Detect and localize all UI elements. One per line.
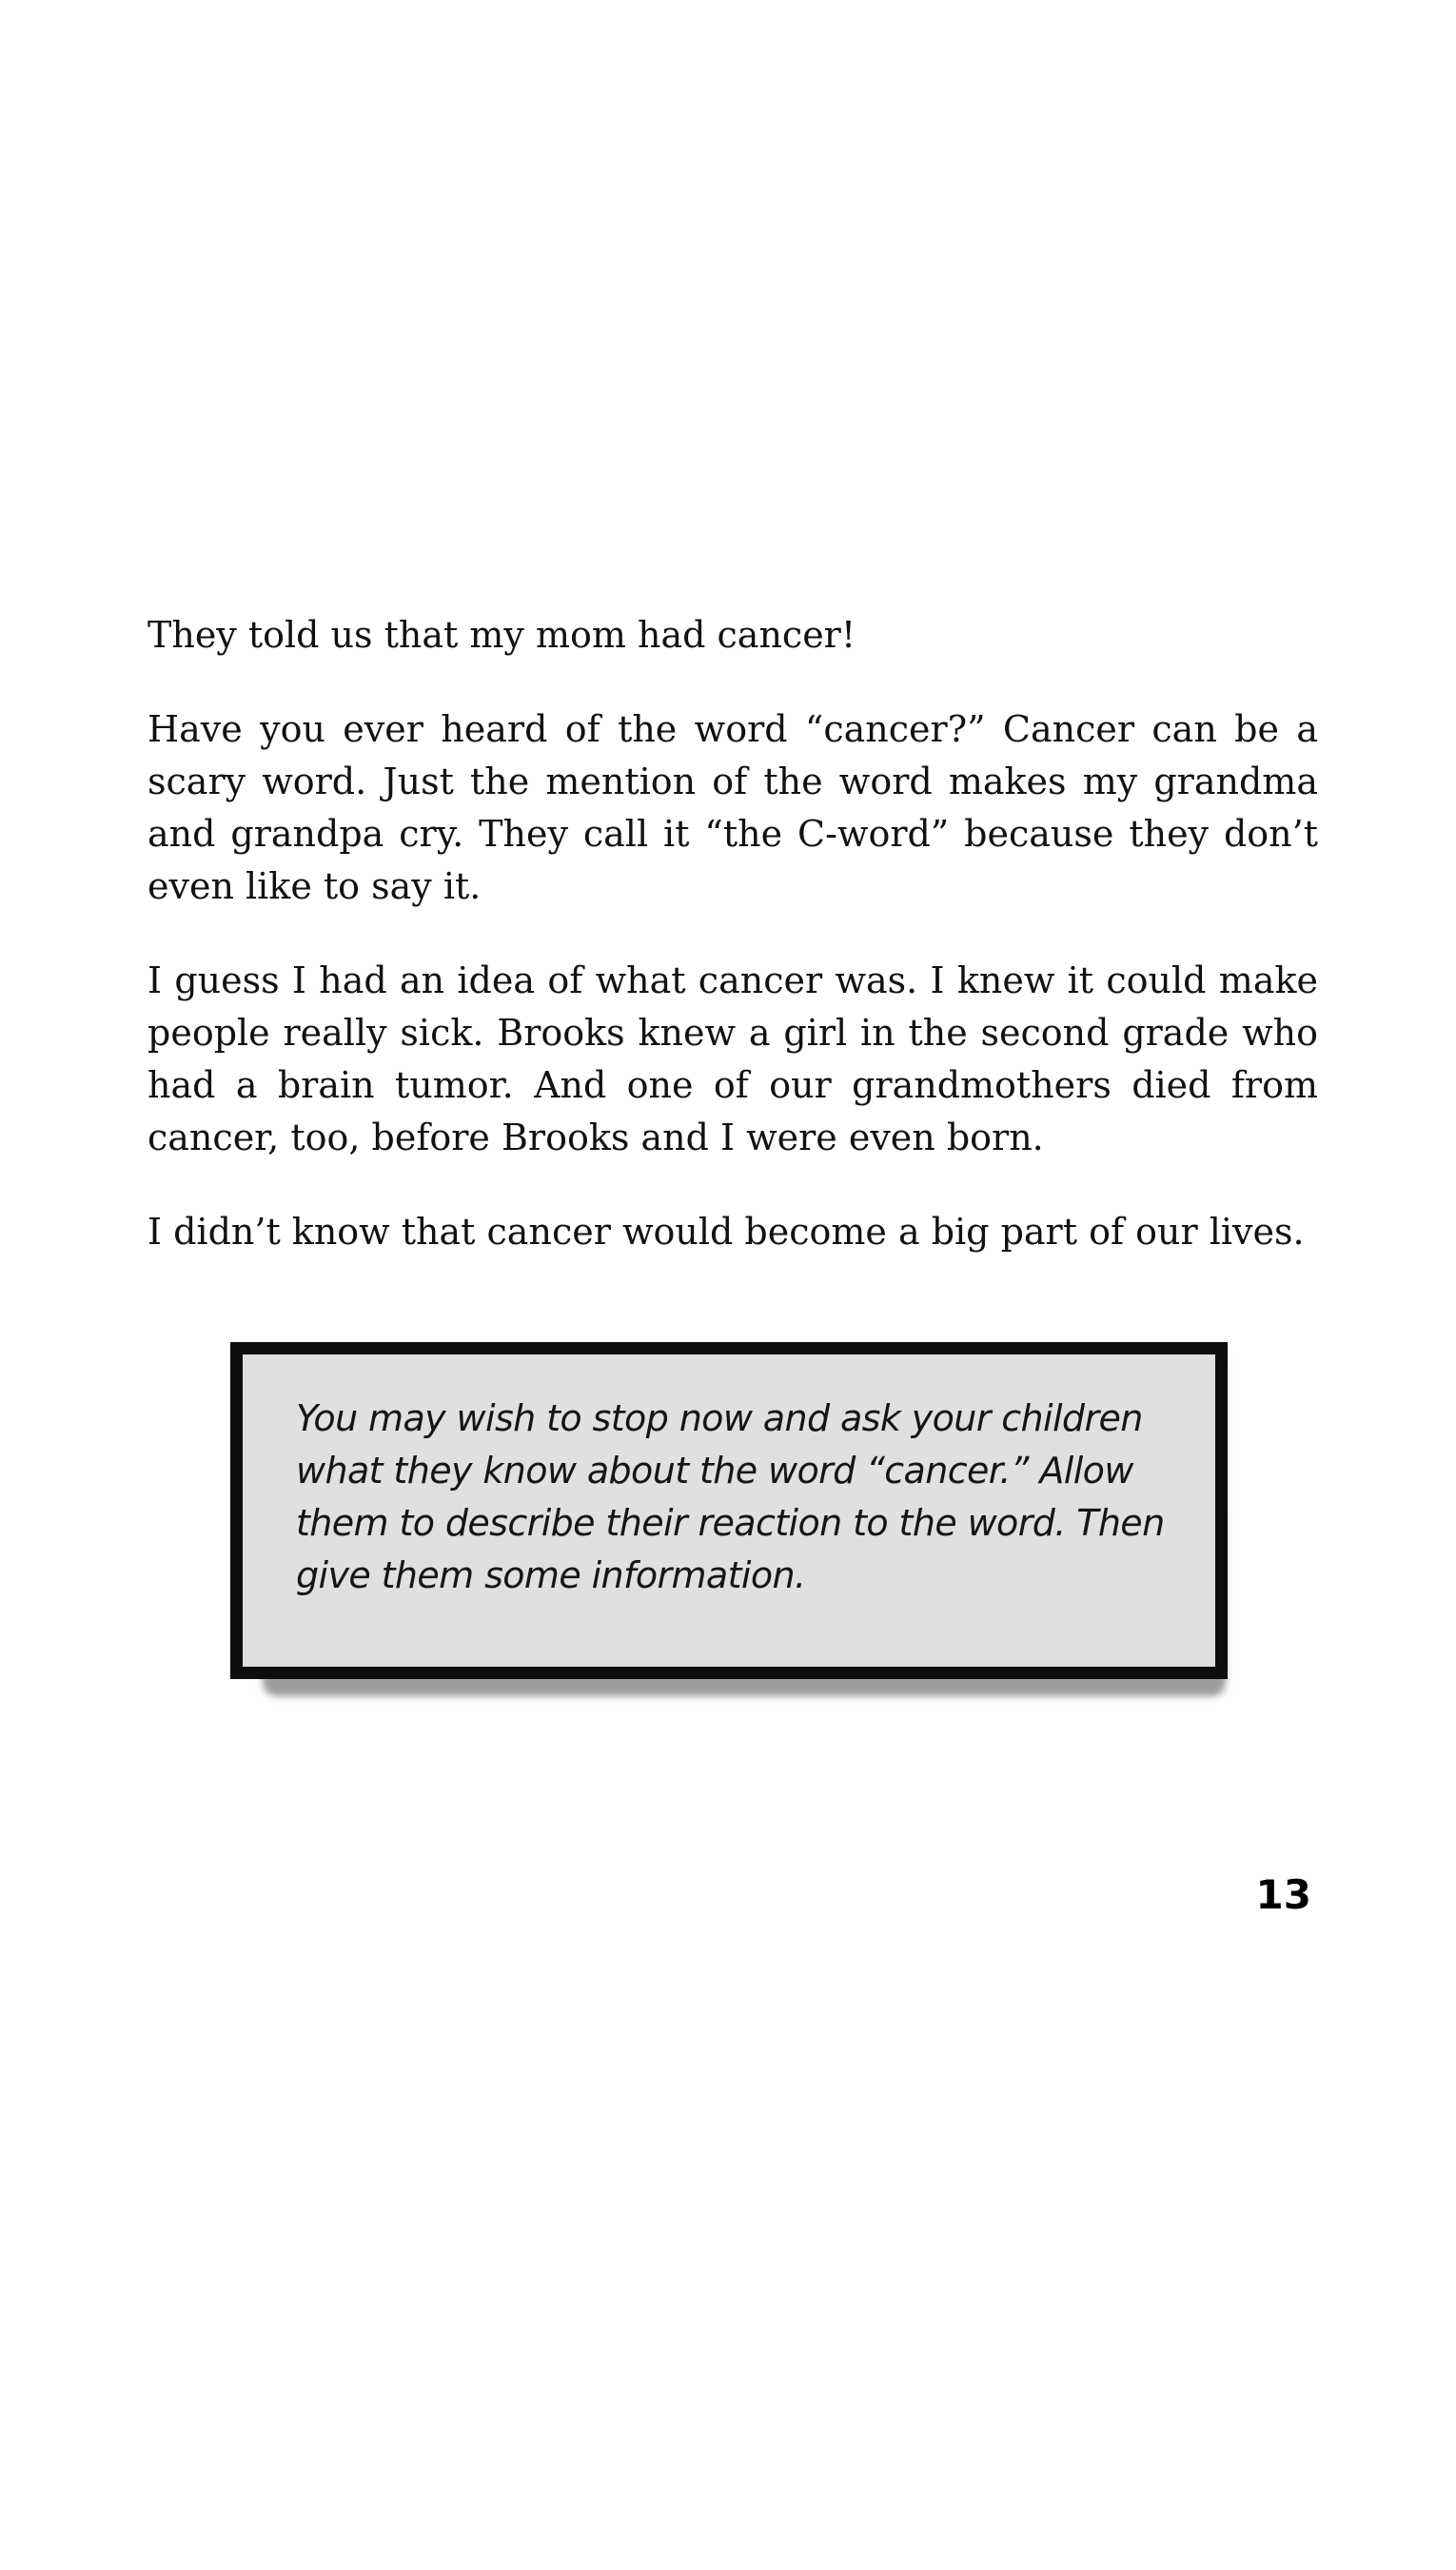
paragraph-3: I guess I had an idea of what cancer was. I knew it could make people really sick. Brooks knew a girl in the second grade who had a brain tumor. And one of our grandmothers died from cancer, too, before Brooks and I were even born. [148, 959, 1318, 1158]
callout-box [230, 1342, 1228, 1679]
page-number: 13 [1255, 1871, 1311, 1918]
callout-text: You may wish to stop now and ask your children what they know about the word “cancer.” Allow them to describe their reaction to the word. Then give them some information. [296, 1397, 1165, 1596]
parent-tip-callout [230, 1342, 1228, 1679]
paragraph-2: Have you ever heard of the word “cancer?” Cancer can be a scary word. Just the mention of the word makes my grandma and grandpa cry. They call it “the C-word” because they don’t even like to say it. [148, 708, 1318, 907]
paragraph-4: I didn’t know that cancer would become a big part of our lives. [148, 1211, 1305, 1253]
body-text [148, 609, 1318, 1300]
paragraph-1: They told us that my mom had cancer! [148, 614, 856, 656]
